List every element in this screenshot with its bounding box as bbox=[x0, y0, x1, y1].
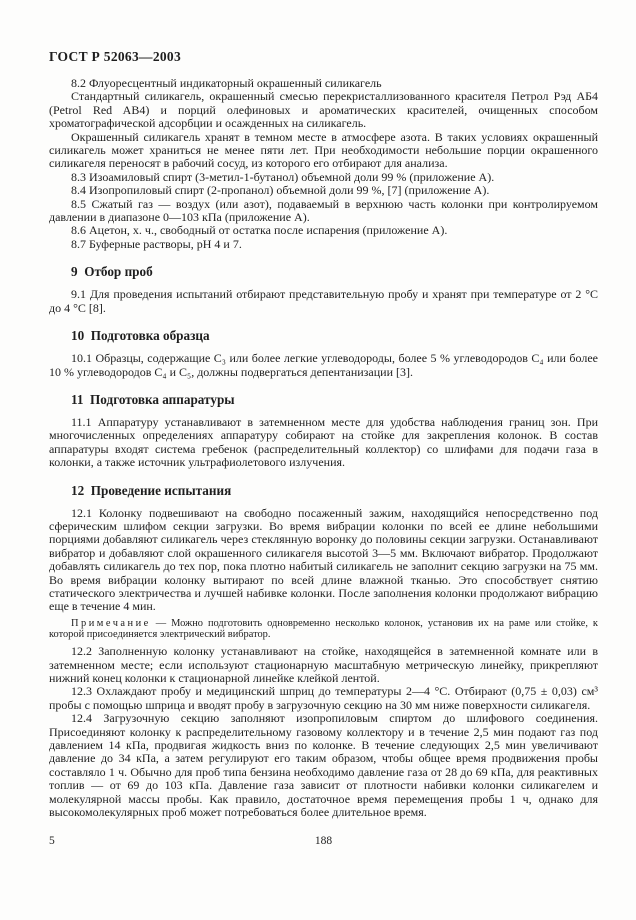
document-number: ГОСТ Р 52063—2003 bbox=[49, 49, 182, 64]
note bbox=[49, 618, 598, 641]
paragraph: 8.6 Ацетон, х. ч., свободный от остатка после испарения (приложение А). bbox=[71, 223, 448, 238]
section-heading: 12 Проведение испытания bbox=[71, 482, 232, 498]
paragraph: 8.7 Буферные растворы, pH 4 и 7. bbox=[71, 236, 242, 251]
paragraph: 12.4 Загрузочную секцию заполняют изопропиловым спиртом до шлифового соединения. Присоединяют колонку к распределительному газовому коллектору и в течение 2,5 мин подают газ под давлением 14 кПа, продвигая жидкость вниз по колонке. В течение следующих 2,5 мин увеличивают давление до 34 кПа, а затем регулируют его таким образом, чтобы общее время продвижения пробы составляло 1 ч. Обычно для проб типа бензина необходимо давление газа от 28 до 69 кПа, для реактивных топлив — от 69 до 103 кПа. Давление газа зависит от плотности набивки колонки силикагелем и молекулярной массы пробы. Как правило, достаточное время перемещения пробы 1 ч, однако для высокомолекулярных проб может потребоваться более длительное время. bbox=[49, 711, 598, 820]
section-heading: 11 Подготовка аппаратуры bbox=[71, 391, 235, 407]
page-number-standard: 5 bbox=[49, 835, 55, 847]
paragraph: 12.3 Охлаждают пробу и медицинский шприц до температуры 2—4 °С. Отбирают (0,75 ± 0,03) см³ пробы с помощью шприца и вводят пробу в загрузочную секцию на 30 мм ниже поверхности силикагеля. bbox=[49, 684, 598, 712]
paragraph: Стандартный силикагель, окрашенный смесью перекристаллизованного красителя Петрол Рэд АБ4 (Petrol Red AB4) и порций олефиновых и ароматических красителей, очищенных способом хроматографической адсорбции и осажденных на силикагель. bbox=[49, 89, 598, 131]
note-label: Примечание bbox=[71, 617, 151, 629]
section-heading: 9 Отбор проб bbox=[71, 264, 153, 280]
paragraph: 8.4 Изопропиловый спирт (2-пропанол) объемной доли 99 %, [7] (приложение А). bbox=[71, 183, 490, 198]
paragraph: 8.3 Изоамиловый спирт (3-метил-1-бутанол) объемной доли 99 % (приложение А). bbox=[71, 169, 495, 184]
paragraph: 10.1 Образцы, содержащие C₃ или более легкие углеводороды, более 5 % углеводородов C₄ или более 10 % углеводородов C₄ и C₅, должны подвергаться депентанизации [3]. bbox=[49, 351, 598, 379]
section-heading: 10 Подготовка образца bbox=[71, 328, 210, 344]
paragraph: 12.1 Колонку подвешивают на свободно посаженный зажим, находящийся непосредственно под сферическим шлифом секции загрузки. Во время вибрации колонки по всей ее длине небольшими порциями добавляют силикагель через стеклянную воронку до половины секции загрузки. Останавливают вибратор и добавляют слой окрашенного силикагеля высотой 3—5 мм. Включают вибратор. Продолжают добавлять силикагель до тех пор, пока плотно набитый силикагель не заполнит секцию загрузки на 75 мм. Во время вибрации колонку вытирают по всей длине влажной тканью. Это способствует снятию статического электричества и лучшей набивке колонки. После заполнения колонки продолжают вибрацию еще в течение 4 мин. bbox=[49, 505, 598, 614]
paragraph: 8.5 Сжатый газ — воздух (или азот), подаваемый в верхнюю часть колонки при контролируемом давлении в диапазоне 0—103 кПа (приложение А). bbox=[49, 196, 598, 225]
paragraph: 8.2 Флуоресцентный индикаторный окрашенный силикагель bbox=[71, 76, 382, 90]
page-body bbox=[49, 77, 598, 819]
paragraph: Окрашенный силикагель хранят в темном месте в атмосфере азота. В таких условиях окрашенный силикагель может храниться не менее пяти лет. При необходимости небольшие порции окрашенного силикагеля переносят в рабочий сосуд, из которого его отбирают для анализа. bbox=[49, 129, 598, 171]
paragraph: 12.2 Заполненную колонку устанавливают на стойке, находящейся в затемненной комнате или в затемненном месте; если используют стационарную масштабную метрическую линейку, прикрепляют нижний конец колонки к стационарной линейке клейкой лентой. bbox=[49, 644, 598, 685]
paragraph: 11.1 Аппаратуру устанавливают в затемненном месте для удобства наблюдения границ зон. При многочисленных определениях аппаратуру собирают на стойке для закрепления колонок. В состав аппаратуры входят система гребенок (распределительный коллектор) со шлифами для подачи газа в колонки, а также источник ультрафиолетового излучения. bbox=[49, 414, 598, 470]
note-text: — Можно подготовить одновременно несколько колонок, установив их на раме или стойке, к которой присоединяется электрический вибратор. bbox=[49, 617, 598, 641]
page-number-collection: 188 bbox=[314, 835, 333, 847]
paragraph: 9.1 Для проведения испытаний отбирают представительную пробу и хранят при температуре от 2 °С до 4 °С [8]. bbox=[49, 287, 598, 315]
